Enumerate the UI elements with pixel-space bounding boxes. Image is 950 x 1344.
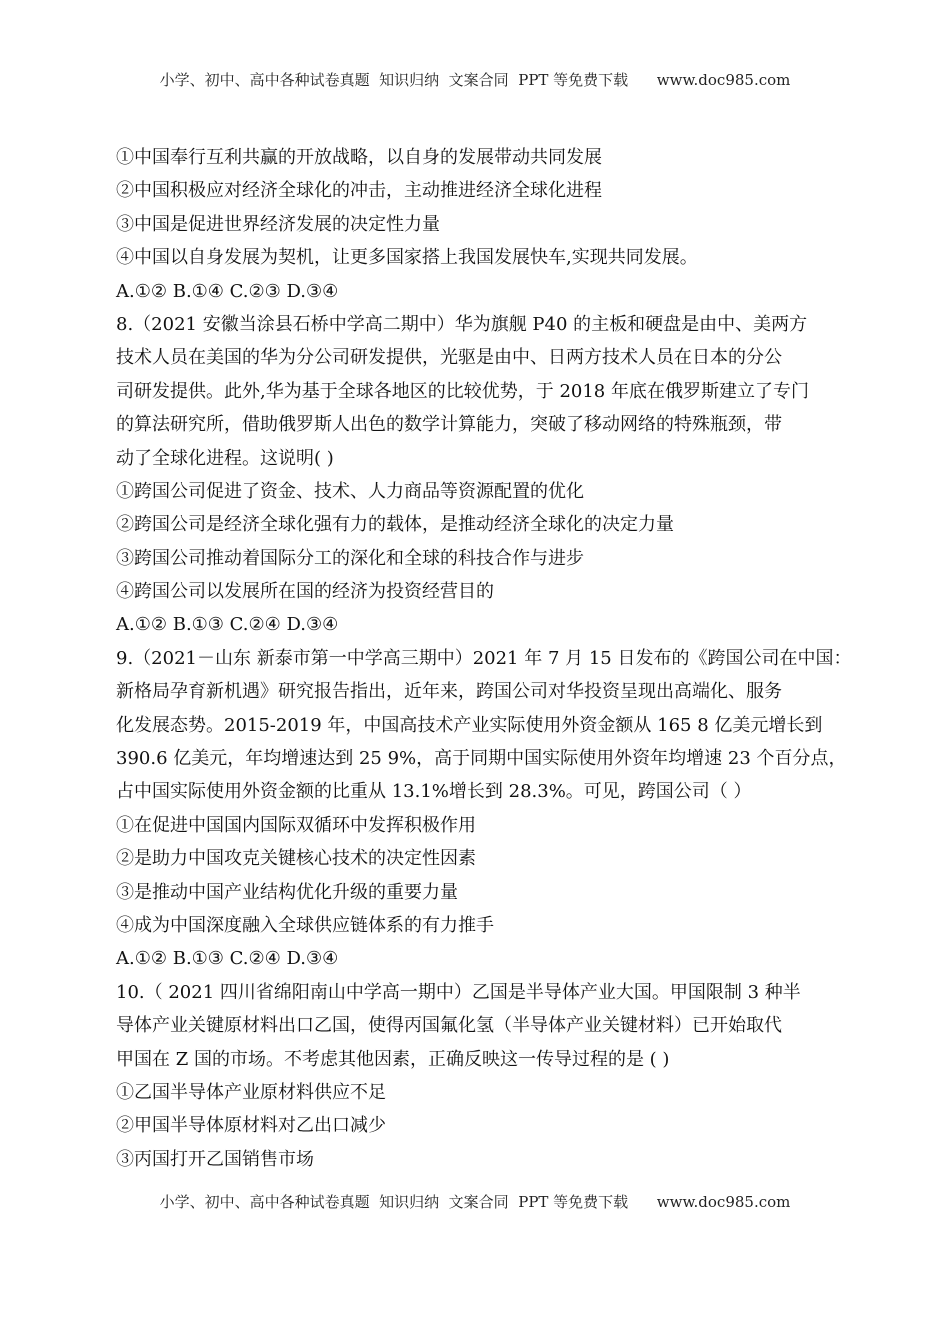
text-line: 司研发提供。此外,华为基于全球各地区的比较优势，于 2018 年底在俄罗斯建立了专门 [116,380,809,402]
text-line: 新格局孕育新机遇》研究报告指出，近年来，跨国公司对华投资呈现出高端化、服务 [116,681,782,703]
text-line: ④跨国公司以发展所在国的经济为投资经营目的 [116,581,494,603]
text-line: ②中国积极应对经济全球化的冲击，主动推进经济全球化进程 [116,180,602,202]
text-line: ④成为中国深度融入全球供应链体系的有力推手 [116,914,494,936]
text-line: 390.6 亿美元，年均增速达到 25 9%，高于同期中国实际使用外资年均增速 23 个百分点， [116,748,847,770]
page-header: 小学、初中、高中各种试卷真题 知识归纳 文案合同 PPT 等免费下载 www.doc985.com [159,71,791,89]
text-line: ①中国奉行互利共赢的开放战略，以自身的发展带动共同发展 [116,147,602,168]
text-line: 化发展态势。2015-2019 年，中国高技术产业实际使用外资金额从 165 8 亿美元增长到 [116,714,823,736]
question-9: 9.（2021－山东 新泰市第一中学高三期中）2021 年 7 月 15 日发布的《跨国公司在中国： [116,647,852,669]
text-line: ①乙国半导体产业原材料供应不足 [116,1081,386,1103]
text-line: 的算法研究所，借助俄罗斯人出色的数学计算能力，突破了移动网络的特殊瓶颈，带 [116,414,782,436]
text-line: ②甲国半导体原材料对乙出口减少 [116,1115,386,1137]
answer-options: A.①② B.①③ C.②④ D.③④ [116,948,339,970]
answer-options: A.①② B.①④ C.②③ D.③④ [116,280,339,302]
text-line: ④中国以自身发展为契机，让更多国家搭上我国发展快车,实现共同发展。 [116,247,698,269]
question-8: 8.（2021 安徽当涂县石桥中学高二期中）华为旗舰 P40 的主板和硬盘是由中、美两方 [116,313,808,335]
text-line: ①跨国公司促进了资金、技术、人力商品等资源配置的优化 [116,480,584,502]
text-line: 占中国实际使用外资金额的比重从 13.1%增长到 28.3%。可见，跨国公司（ ） [116,781,752,803]
page-footer: 小学、初中、高中各种试卷真题 知识归纳 文案合同 PPT 等免费下载 www.doc985.com [159,1193,791,1211]
text-line: ③中国是促进世界经济发展的决定性力量 [116,213,440,235]
text-line: ①在促进中国国内国际双循环中发挥积极作用 [116,814,476,836]
text-line: 动了全球化进程。这说明( ) [116,447,334,469]
text-line: ③是推动中国产业结构优化升级的重要力量 [116,881,458,903]
text-line: 导体产业关键原材料出口乙国，使得丙国氟化氢（半导体产业关键材料）已开始取代 [116,1015,782,1037]
text-line: ②是助力中国攻克关键核心技术的决定性因素 [116,848,476,870]
text-line: 技术人员在美国的华为分公司研发提供，光驱是由中、日两方技术人员在日本的分公 [116,347,782,369]
text-line: ③丙国打开乙国销售市场 [116,1148,314,1170]
question-10: 10.（ 2021 四川省绵阳南山中学高一期中）乙国是半导体产业大国。甲国限制 3 种半 [116,981,801,1003]
answer-options: A.①② B.①③ C.②④ D.③④ [116,614,339,636]
text-line: ③跨国公司推动着国际分工的深化和全球的科技合作与进步 [116,547,584,569]
document-body [116,141,856,1176]
text-line: ②跨国公司是经济全球化强有力的载体，是推动经济全球化的决定力量 [116,514,674,536]
text-line: 甲国在 Z 国的市场。不考虑其他因素，正确反映这一传导过程的是 ( ) [116,1048,670,1070]
